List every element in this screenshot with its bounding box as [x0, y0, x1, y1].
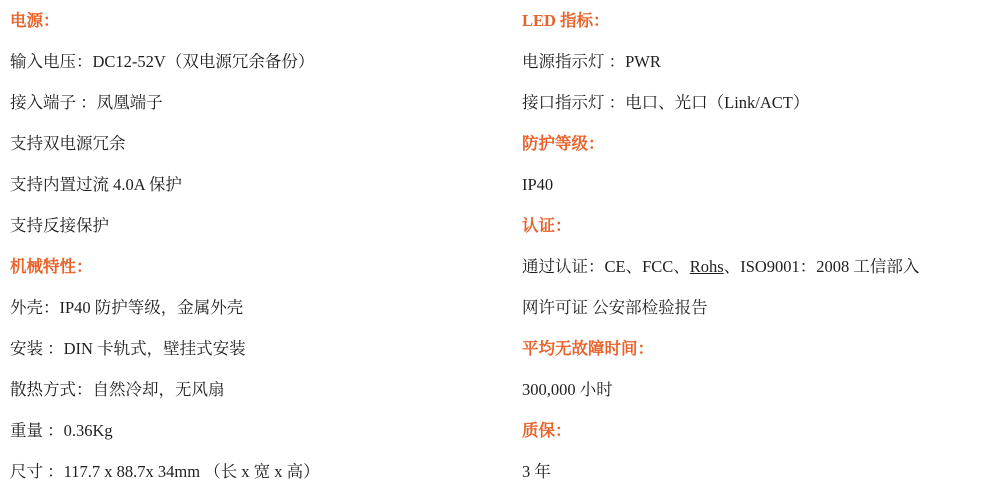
spec-line-weight: 重量 ：0.36Kg	[10, 421, 113, 440]
spec-line-mtbf-value: 300,000 小时	[522, 380, 613, 399]
spec-line-enclosure: 外壳：IP40 防护等级，金属外壳	[10, 298, 244, 317]
section-heading-protection-grade: 防护等级：	[522, 134, 605, 153]
spec-line-port-led: 接口指示灯 ：电口、光口（Link/ACT）	[522, 93, 810, 112]
spec-line-input-voltage: 输入电压：DC12-52V（双电源冗余备份）	[10, 52, 315, 71]
spec-line-overcurrent-protection: 支持内置过流 4.0A 保护	[10, 175, 182, 194]
spec-line-cooling: 散热方式：自然冷却，无风扇	[10, 380, 225, 399]
spec-line-dual-power-redundancy: 支持双电源冗余	[10, 134, 126, 153]
section-heading-power: 电源：	[10, 11, 60, 30]
spec-line-warranty-value: 3 年	[522, 462, 551, 481]
spec-line-certifications-cont: 网许可证 公安部检验报告	[522, 298, 708, 317]
spec-line-certifications	[522, 246, 982, 287]
certification-rohs: Rohs	[689, 257, 724, 276]
spec-line-ip-rating: IP40	[522, 175, 554, 194]
section-heading-mechanical: 机械特性：	[10, 257, 93, 276]
certification-text-part2: 、ISO9001：2008 工信部入	[723, 257, 920, 276]
spec-line-terminal: 接入端子 ：凤凰端子	[10, 93, 163, 112]
section-heading-warranty: 质保：	[522, 421, 572, 440]
spec-line-mounting: 安装 ：DIN 卡轨式，壁挂式安装	[10, 339, 246, 358]
spec-line-dimensions: 尺寸 ：117.7 x 88.7x 34mm （长 x 宽 x 高）	[10, 462, 320, 481]
spec-column-left	[10, 0, 490, 492]
spec-line-reverse-protection: 支持反接保护	[10, 216, 109, 235]
section-heading-certification: 认证：	[522, 216, 572, 235]
spec-line-power-led: 电源指示灯 ：PWR	[522, 52, 661, 71]
section-heading-mtbf: 平均无故障时间：	[522, 339, 654, 358]
section-heading-led: LED 指标：	[522, 11, 610, 30]
spec-column-right	[522, 0, 982, 492]
certification-text-part1: 通过认证：CE、FCC、	[522, 257, 690, 276]
